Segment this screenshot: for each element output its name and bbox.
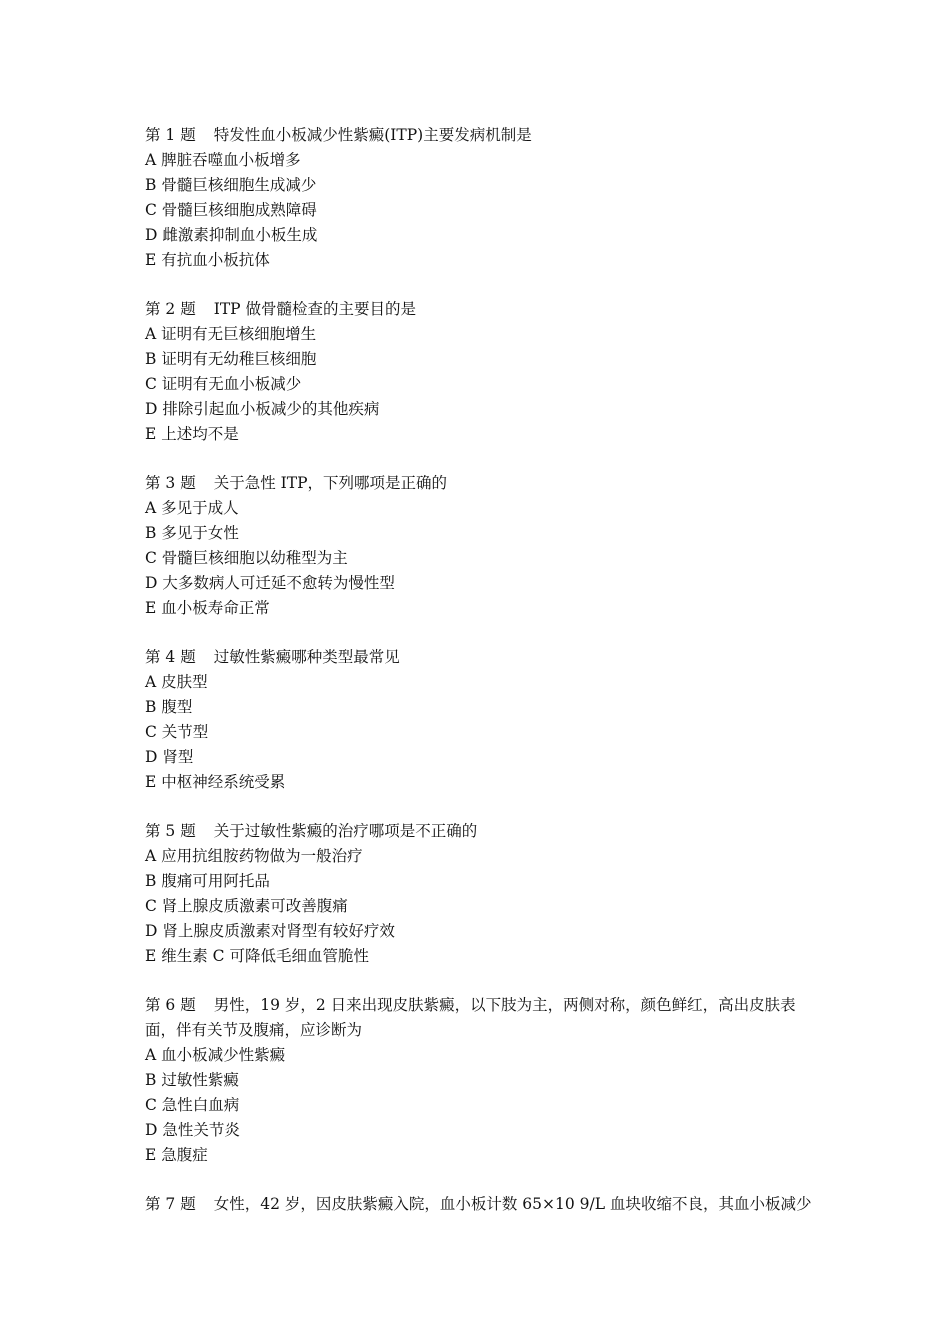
question-7 (145, 1192, 825, 1217)
option-c: C 证明有无血小板减少 (145, 375, 302, 393)
option-a: A 脾脏吞噬血小板增多 (145, 151, 301, 169)
option-c: C 急性白血病 (145, 1096, 240, 1114)
question-text: 特发性血小板减少性紫癜(ITP)主要发病机制是 (213, 126, 532, 144)
option-e: E 中枢神经系统受累 (145, 773, 286, 791)
question-text: 女性，42 岁，因皮肤紫癜入院，血小板计数 65×10 9/L 血块收缩不良，其血小板减少 (213, 1195, 812, 1213)
option-a: A 多见于成人 (145, 499, 239, 517)
option-a: A 应用抗组胺药物做为一般治疗 (145, 847, 363, 865)
option-c: C 关节型 (145, 723, 209, 741)
question-number: 第 1 题 (145, 126, 196, 144)
question-text: ITP 做骨髓检查的主要目的是 (213, 300, 417, 318)
question-text: 过敏性紫癜哪种类型最常见 (213, 648, 400, 666)
option-d: D 雌激素抑制血小板生成 (145, 226, 318, 244)
question-number: 第 7 题 (145, 1195, 196, 1213)
question-stem (145, 471, 825, 496)
option-d: D 肾型 (145, 748, 194, 766)
option-d: D 大多数病人可迁延不愈转为慢性型 (145, 574, 395, 592)
option-d: D 急性关节炎 (145, 1121, 240, 1139)
option-c: C 骨髓巨核细胞以幼稚型为主 (145, 549, 348, 567)
question-number: 第 6 题 (145, 996, 196, 1014)
question-number: 第 3 题 (145, 474, 196, 492)
question-number: 第 4 题 (145, 648, 196, 666)
option-e: E 急腹症 (145, 1146, 208, 1164)
question-text: 关于急性 ITP，下列哪项是正确的 (213, 474, 448, 492)
option-d: D 排除引起血小板减少的其他疾病 (145, 400, 380, 418)
question-number: 第 5 题 (145, 822, 196, 840)
question-text: 男性，19 岁，2 日来出现皮肤紫癜，以下肢为主，两侧对称，颜色鲜红，高出皮肤表面，伴有关节及腹痛，应诊断为 (145, 996, 796, 1039)
question-5 (145, 819, 825, 969)
question-stem (145, 1192, 825, 1217)
option-d: D 肾上腺皮质激素对肾型有较好疗效 (145, 922, 395, 940)
option-a: A 证明有无巨核细胞增生 (145, 325, 317, 343)
option-e: E 血小板寿命正常 (145, 599, 270, 617)
option-c: C 肾上腺皮质激素可改善腹痛 (145, 897, 348, 915)
option-a: A 皮肤型 (145, 673, 208, 691)
document-page (145, 123, 825, 1217)
option-b: B 多见于女性 (145, 524, 239, 542)
question-number: 第 2 题 (145, 300, 196, 318)
question-6 (145, 993, 825, 1168)
option-e: E 有抗血小板抗体 (145, 251, 270, 269)
question-2 (145, 297, 825, 447)
question-stem (145, 645, 825, 670)
option-e: E 维生素 C 可降低毛细血管脆性 (145, 947, 369, 965)
question-stem (145, 993, 825, 1043)
option-b: B 过敏性紫癜 (145, 1071, 239, 1089)
question-stem (145, 123, 825, 148)
question-text: 关于过敏性紫癜的治疗哪项是不正确的 (213, 822, 478, 840)
question-stem (145, 819, 825, 844)
option-a: A 血小板减少性紫癜 (145, 1046, 286, 1064)
question-3 (145, 471, 825, 621)
question-stem (145, 297, 825, 322)
option-b: B 骨髓巨核细胞生成减少 (145, 176, 317, 194)
option-b: B 腹痛可用阿托品 (145, 872, 270, 890)
option-b: B 腹型 (145, 698, 193, 716)
question-4 (145, 645, 825, 795)
option-e: E 上述均不是 (145, 425, 239, 443)
question-1 (145, 123, 825, 273)
option-c: C 骨髓巨核细胞成熟障碍 (145, 201, 317, 219)
option-b: B 证明有无幼稚巨核细胞 (145, 350, 317, 368)
